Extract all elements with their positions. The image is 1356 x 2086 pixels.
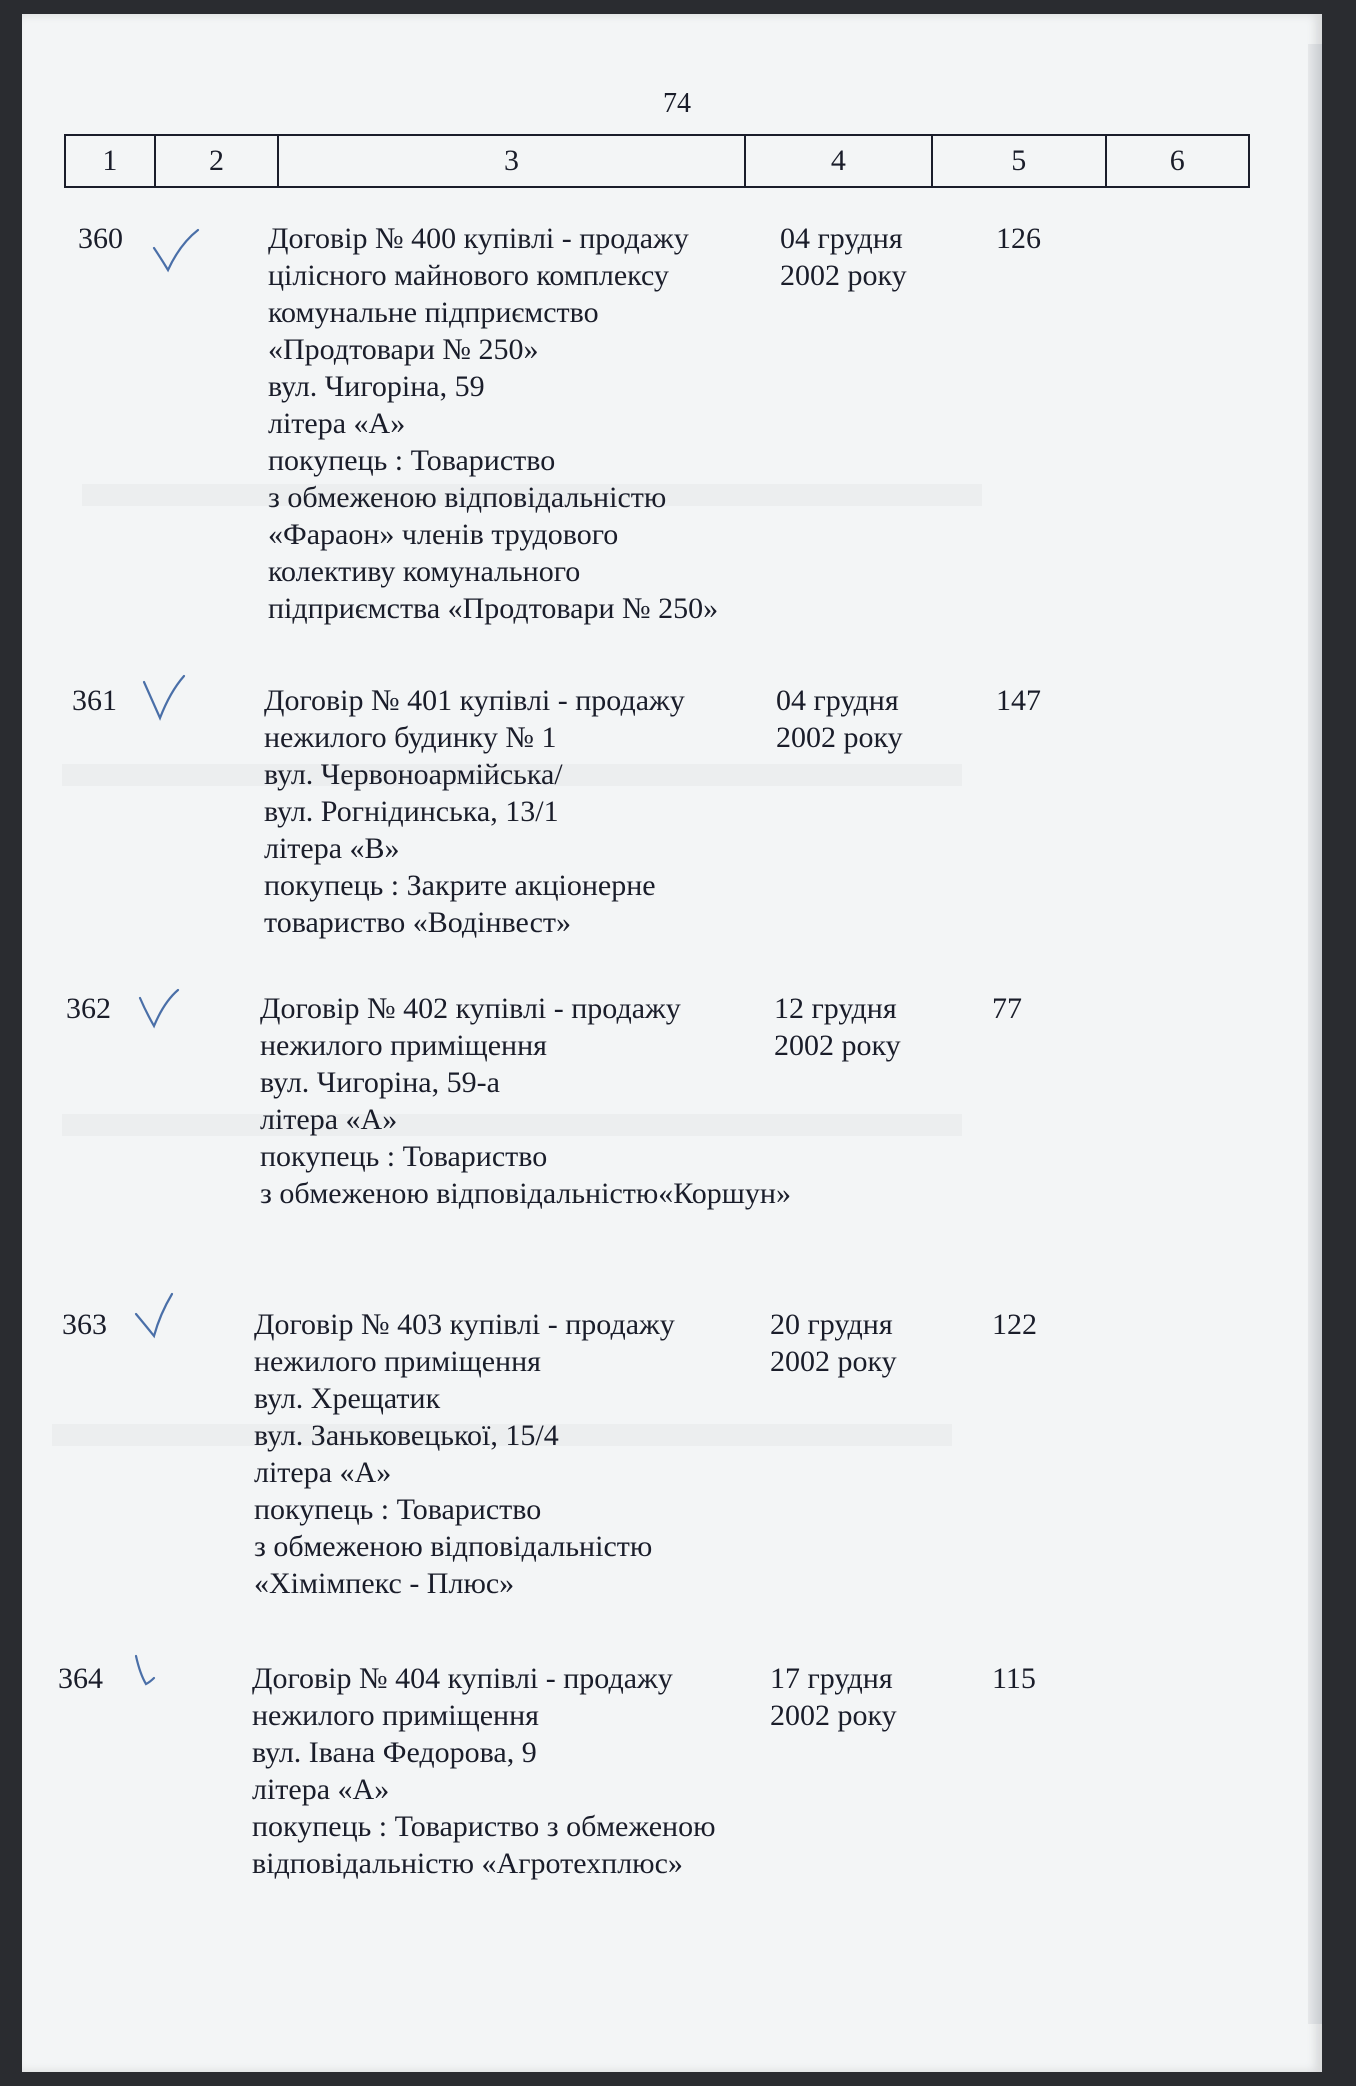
row-number: 362	[66, 992, 111, 1025]
header-col-1: 1	[66, 136, 156, 186]
description-line: вул. Хрещатик	[254, 1382, 441, 1415]
page-number: 74	[663, 88, 691, 119]
description-line: нежилого приміщення	[254, 1345, 541, 1378]
description-line: Договір № 400 купівлі - продажу	[268, 222, 689, 255]
row-date	[770, 1660, 950, 1734]
checkmark-icon	[130, 1650, 182, 1706]
row-description	[254, 1306, 814, 1602]
description-line: вул. Івана Федорова, 9	[252, 1736, 537, 1769]
row-number: 363	[62, 1308, 107, 1341]
checkmark-icon	[140, 672, 192, 728]
description-line: «Хімімпекс - Плюс»	[254, 1567, 515, 1600]
row-number: 364	[58, 1662, 103, 1695]
description-line: цілісного майнового комплексу	[268, 259, 669, 292]
description-line: Договір № 403 купівлі - продажу	[254, 1308, 675, 1341]
row-description	[264, 682, 824, 941]
date-line: 2002 року	[774, 1029, 901, 1062]
date-line: 2002 року	[770, 1699, 897, 1732]
description-line: літера «В»	[264, 832, 400, 865]
row-date	[780, 220, 960, 294]
description-line: відповідальністю «Агротехплюс»	[252, 1847, 683, 1880]
description-line: покупець : Закрите акціонерне	[264, 869, 656, 902]
description-line: комунальне підприємство	[268, 296, 599, 329]
row-pages: 122	[992, 1308, 1037, 1341]
date-line: 2002 року	[780, 259, 907, 292]
description-line: покупець : Товариство	[268, 444, 556, 477]
description-line: з обмеженою відповідальністю	[268, 481, 667, 514]
row-description	[260, 990, 820, 1212]
header-col-4: 4	[746, 136, 933, 186]
description-line: товариство «Водінвест»	[264, 906, 572, 939]
document-page	[22, 14, 1322, 2072]
table-header	[64, 134, 1250, 188]
date-line: 2002 року	[776, 721, 903, 754]
description-line: «Продтовари № 250»	[268, 333, 539, 366]
checkmark-icon	[136, 986, 188, 1042]
row-number: 360	[78, 222, 123, 255]
date-line: 17 грудня	[770, 1662, 893, 1695]
description-line: Договір № 402 купівлі - продажу	[260, 992, 681, 1025]
row-pages: 126	[996, 222, 1041, 255]
row-pages: 77	[992, 992, 1022, 1025]
description-line: колективу комунального	[268, 555, 581, 588]
description-line: літера «А»	[268, 407, 406, 440]
row-pages: 115	[992, 1662, 1036, 1695]
checkmark-icon	[150, 226, 202, 282]
row-description	[252, 1660, 812, 1882]
description-line: вул. Чигоріна, 59	[268, 370, 485, 403]
date-line: 04 грудня	[776, 684, 899, 717]
description-line: нежилого приміщення	[252, 1699, 539, 1732]
date-line: 12 грудня	[774, 992, 897, 1025]
description-line: нежилого приміщення	[260, 1029, 547, 1062]
description-line: з обмеженою відповідальністю	[254, 1530, 653, 1563]
description-line: вул. Чигоріна, 59-а	[260, 1066, 500, 1099]
description-line: нежилого будинку № 1	[264, 721, 557, 754]
description-line: підприємства «Продтовари № 250»	[268, 592, 719, 625]
description-line: покупець : Товариство	[260, 1140, 548, 1173]
row-pages: 147	[996, 684, 1041, 717]
checkmark-icon	[132, 1292, 184, 1348]
header-col-2: 2	[156, 136, 280, 186]
description-line: літера «А»	[252, 1773, 390, 1806]
description-line: вул. Рогнідинська, 13/1	[264, 795, 559, 828]
row-date	[774, 990, 954, 1064]
description-line: вул. Заньковецької, 15/4	[254, 1419, 559, 1452]
description-line: покупець : Товариство	[254, 1493, 542, 1526]
row-date	[776, 682, 956, 756]
description-line: «Фараон» членів трудового	[268, 518, 619, 551]
header-col-6: 6	[1169, 144, 1185, 177]
description-line: літера «А»	[254, 1456, 392, 1489]
header-col-5: 5	[933, 136, 1106, 186]
description-line: з обмеженою відповідальністю«Коршун»	[260, 1177, 791, 1210]
row-description	[268, 220, 828, 627]
description-line: Договір № 404 купівлі - продажу	[252, 1662, 673, 1695]
description-line: Договір № 401 купівлі - продажу	[264, 684, 685, 717]
description-line: літера «А»	[260, 1103, 398, 1136]
description-line: вул. Червоноармійська/	[264, 758, 563, 791]
row-number: 361	[72, 684, 117, 717]
date-line: 04 грудня	[780, 222, 903, 255]
description-line: покупець : Товариство з обмеженою	[252, 1810, 716, 1843]
header-col-3: 3	[279, 136, 745, 186]
date-line: 2002 року	[770, 1345, 897, 1378]
row-date	[770, 1306, 950, 1380]
date-line: 20 грудня	[770, 1308, 893, 1341]
